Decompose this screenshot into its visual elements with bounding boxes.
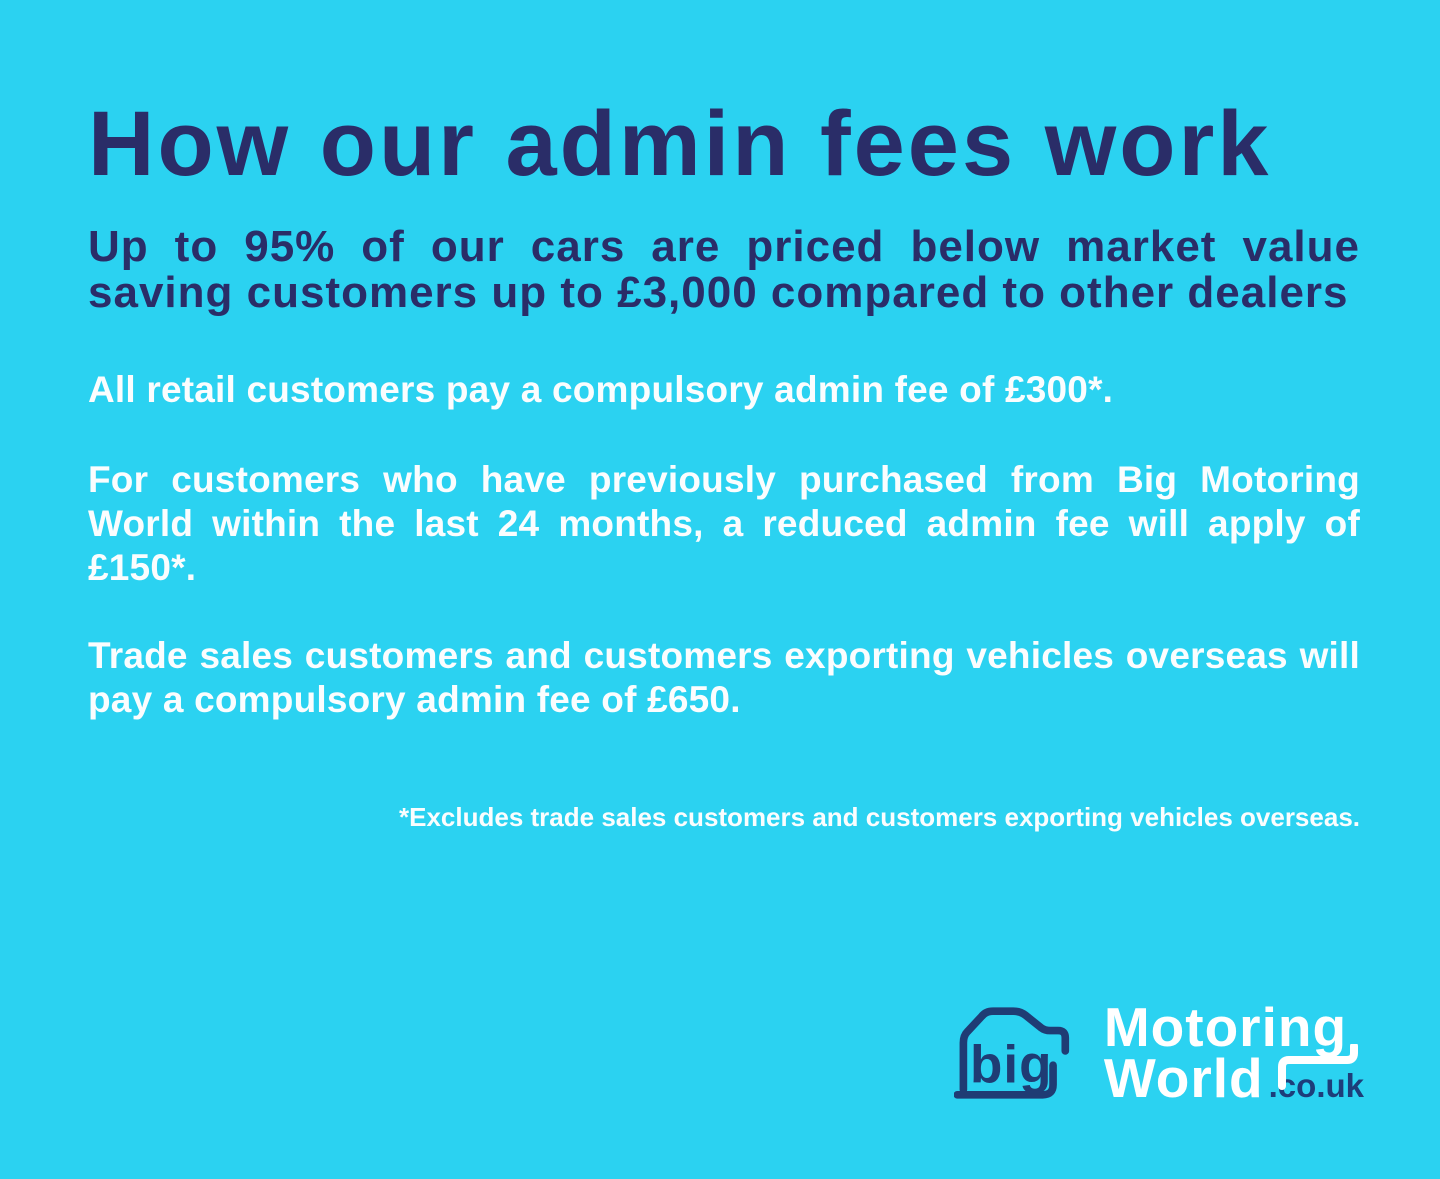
- returning-customer-fee-paragraph: For customers who have previously purchased from Big Motoring World within the last 24 months, a reduced admin fee will apply of £150*.: [88, 459, 1360, 588]
- logo-tld-label: .co.uk: [1268, 1067, 1364, 1104]
- trade-export-fee-paragraph: Trade sales customers and customers exporting vehicles overseas will pay a compulsory admin fee of £650.: [88, 635, 1360, 720]
- logo-motoring-label: Motoring: [1103, 996, 1348, 1058]
- subtitle-market-value: Up to 95% of our cars are priced below market value saving customers up to £3,000 compared to other dealers: [88, 222, 1360, 317]
- car-outline-icon: [954, 1000, 1092, 1107]
- logo-big-label: big: [969, 1035, 1053, 1095]
- brand-logo: [954, 996, 1364, 1109]
- footnote-text: *Excludes trade sales customers and customers exporting vehicles overseas.: [399, 802, 1360, 832]
- retail-fee-paragraph: All retail customers pay a compulsory admin fee of £300*.: [88, 369, 1114, 410]
- flyer-content: [0, 93, 1440, 832]
- page-title: How our admin fees work: [88, 93, 1272, 195]
- logo-world-label: World: [1103, 1047, 1264, 1109]
- logo-connector-icon: [1274, 1044, 1362, 1090]
- flyer-background: [0, 93, 1440, 1179]
- logo-wordmark: [1103, 996, 1364, 1109]
